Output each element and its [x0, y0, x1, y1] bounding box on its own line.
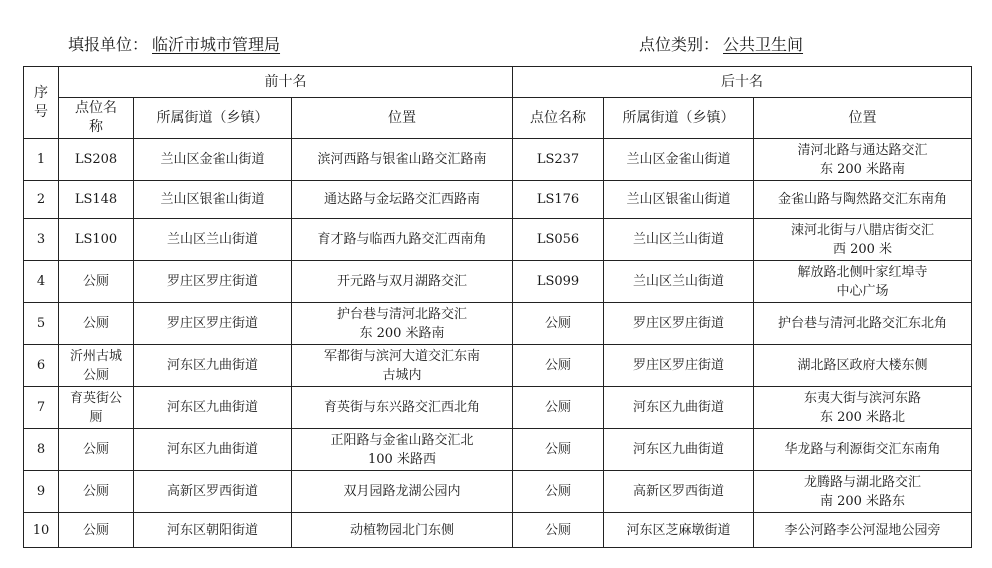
top-location: 护台巷与清河北路交汇 东 200 米路南	[292, 303, 513, 345]
bottom-location: 龙腾路与湖北路交汇 南 200 米路东	[754, 471, 972, 513]
top-street: 罗庄区罗庄街道	[134, 261, 292, 303]
table-row	[24, 303, 972, 345]
row-index: 3	[24, 219, 59, 261]
bottom-point-name: 公厕	[513, 429, 604, 471]
table-row	[24, 181, 972, 219]
top-point-name: LS208	[59, 139, 134, 181]
row-index: 10	[24, 513, 59, 548]
bottom-point-name: LS099	[513, 261, 604, 303]
bottom-street: 高新区罗西街道	[604, 471, 754, 513]
top-street: 高新区罗西街道	[134, 471, 292, 513]
col-name-bottom-header: 点位名称	[513, 98, 604, 139]
top-location: 通达路与金坛路交汇西路南	[292, 181, 513, 219]
top-point-name: 公厕	[59, 513, 134, 548]
top-street: 河东区九曲街道	[134, 429, 292, 471]
bottom-street: 河东区芝麻墩街道	[604, 513, 754, 548]
table-row	[24, 261, 972, 303]
top-street: 兰山区银雀山街道	[134, 181, 292, 219]
bottom-street: 兰山区金雀山街道	[604, 139, 754, 181]
row-index: 8	[24, 429, 59, 471]
table-row	[24, 219, 972, 261]
bottom-point-name: LS056	[513, 219, 604, 261]
top-street: 兰山区金雀山街道	[134, 139, 292, 181]
bottom-location: 护台巷与清河北路交汇东北角	[754, 303, 972, 345]
reporting-unit-label: 填报单位：	[68, 35, 149, 54]
bottom-street: 兰山区银雀山街道	[604, 181, 754, 219]
bottom-point-name: LS176	[513, 181, 604, 219]
top-point-name: 公厕	[59, 303, 134, 345]
row-index: 1	[24, 139, 59, 181]
bottom-street: 河东区九曲街道	[604, 429, 754, 471]
top-location: 育英街与东兴路交汇西北角	[292, 387, 513, 429]
col-index-header: 序 号	[24, 67, 59, 139]
bottom-street: 河东区九曲街道	[604, 387, 754, 429]
reporting-unit-value: 临沂市城市管理局	[152, 35, 281, 54]
col-street-top-header: 所属街道（乡镇）	[134, 98, 292, 139]
top-street: 河东区九曲街道	[134, 345, 292, 387]
top-point-name: LS100	[59, 219, 134, 261]
table-row	[24, 139, 972, 181]
row-index: 7	[24, 387, 59, 429]
top-street: 河东区九曲街道	[134, 387, 292, 429]
bottom-point-name: 公厕	[513, 471, 604, 513]
point-category	[639, 32, 807, 55]
top-location: 开元路与双月湖路交汇	[292, 261, 513, 303]
point-category-label: 点位类别：	[639, 35, 720, 54]
bottom-location: 李公河路李公河湿地公园旁	[754, 513, 972, 548]
table-row	[24, 471, 972, 513]
row-index: 5	[24, 303, 59, 345]
bottom-street: 兰山区兰山街道	[604, 219, 754, 261]
top-location: 正阳路与金雀山路交汇北 100 米路西	[292, 429, 513, 471]
top-street: 兰山区兰山街道	[134, 219, 292, 261]
bottom-point-name: 公厕	[513, 513, 604, 548]
table-row	[24, 513, 972, 548]
bottom-location: 清河北路与通达路交汇 东 200 米路南	[754, 139, 972, 181]
row-index: 6	[24, 345, 59, 387]
row-index: 2	[24, 181, 59, 219]
top-location: 军都街与滨河大道交汇东南 古城内	[292, 345, 513, 387]
row-index: 4	[24, 261, 59, 303]
top-street: 罗庄区罗庄街道	[134, 303, 292, 345]
top-point-name: 育英街公 厕	[59, 387, 134, 429]
point-category-value: 公共卫生间	[723, 35, 804, 54]
top-location: 滨河西路与银雀山路交汇路南	[292, 139, 513, 181]
bottom-location: 解放路北侧叶家红埠寺 中心广场	[754, 261, 972, 303]
table-row	[24, 429, 972, 471]
bottom-location: 湖北路区政府大楼东侧	[754, 345, 972, 387]
row-index: 9	[24, 471, 59, 513]
top-street: 河东区朝阳街道	[134, 513, 292, 548]
bottom-street: 兰山区兰山街道	[604, 261, 754, 303]
bottom-street: 罗庄区罗庄街道	[604, 345, 754, 387]
bottom-location: 东夷大街与滨河东路 东 200 米路北	[754, 387, 972, 429]
bottom-location: 涑河北街与八腊店街交汇 西 200 米	[754, 219, 972, 261]
top-location: 育才路与临西九路交汇西南角	[292, 219, 513, 261]
group-bottom-header: 后十名	[513, 67, 972, 98]
table-row	[24, 387, 972, 429]
reporting-unit	[68, 32, 284, 55]
bottom-point-name: 公厕	[513, 345, 604, 387]
col-name-top-header: 点位名 称	[59, 98, 134, 139]
col-location-top-header: 位置	[292, 98, 513, 139]
col-location-bottom-header: 位置	[754, 98, 972, 139]
top-point-name: 沂州古城 公厕	[59, 345, 134, 387]
bottom-location: 金雀山路与陶然路交汇东南角	[754, 181, 972, 219]
group-top-header: 前十名	[59, 67, 513, 98]
top-point-name: 公厕	[59, 471, 134, 513]
table-row	[24, 345, 972, 387]
bottom-point-name: LS237	[513, 139, 604, 181]
top-point-name: 公厕	[59, 429, 134, 471]
top-location: 双月园路龙湖公园内	[292, 471, 513, 513]
top-point-name: 公厕	[59, 261, 134, 303]
top-point-name: LS148	[59, 181, 134, 219]
top-location: 动植物园北门东侧	[292, 513, 513, 548]
col-street-bottom-header: 所属街道（乡镇）	[604, 98, 754, 139]
bottom-street: 罗庄区罗庄街道	[604, 303, 754, 345]
bottom-location: 华龙路与利源街交汇东南角	[754, 429, 972, 471]
ranking-table	[23, 66, 972, 548]
bottom-point-name: 公厕	[513, 303, 604, 345]
bottom-point-name: 公厕	[513, 387, 604, 429]
